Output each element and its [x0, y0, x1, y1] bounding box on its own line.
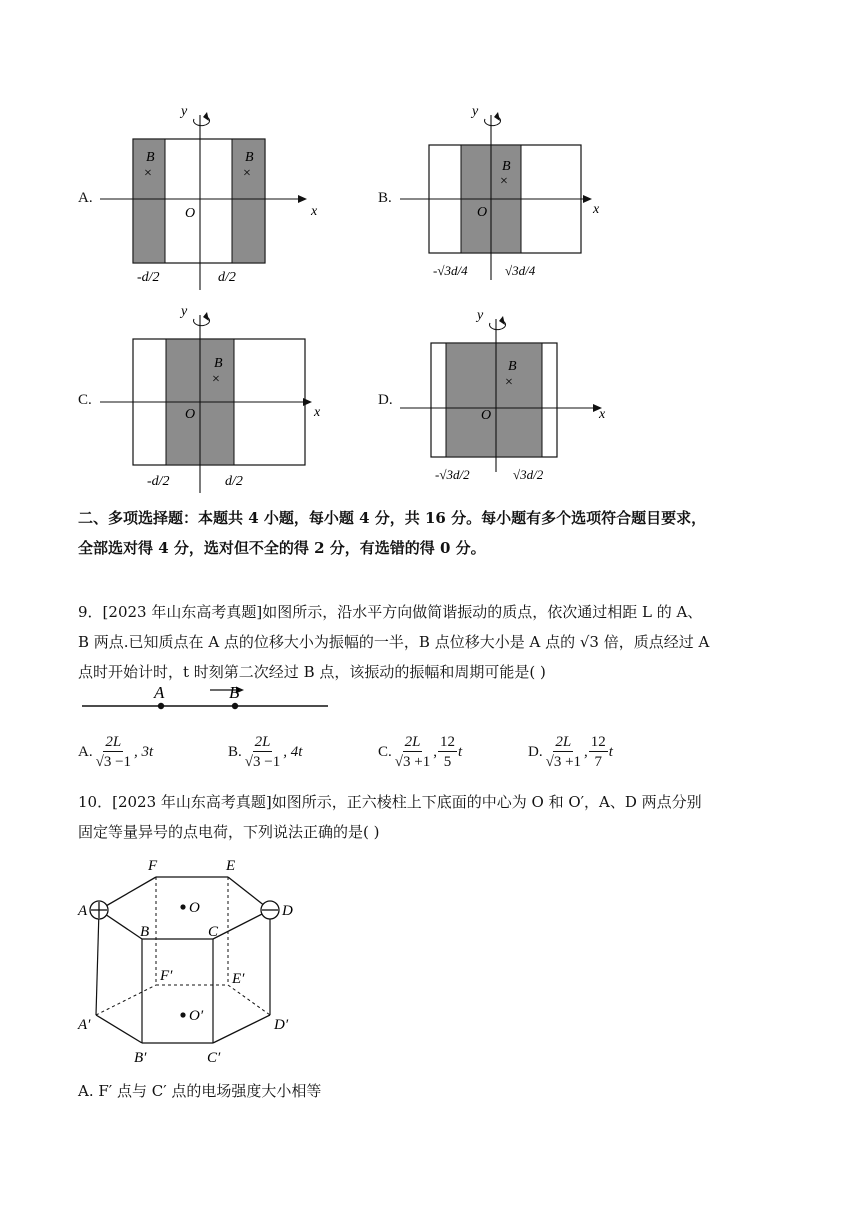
y-axis-label: y — [472, 104, 479, 119]
left-tick-label: -d/2 — [147, 474, 170, 489]
q9-choice-d[interactable]: D. $\frac{2L}{√3 +1}$ , $\frac{12}{7}$ t — [528, 734, 613, 770]
x-axis-label: x — [599, 407, 606, 422]
vertex-b-label: B — [140, 924, 150, 940]
hexagonal-prism-figure — [76, 852, 306, 1072]
origin-label: O — [185, 407, 196, 422]
choice-label: B. — [228, 744, 242, 760]
point-b-label: B — [229, 683, 240, 702]
vertex-f-prime-label: F′ — [160, 968, 173, 984]
vertex-d-prime-label: D′ — [274, 1017, 289, 1033]
point-a-label: A — [154, 683, 165, 702]
choice-label: A. — [78, 744, 93, 760]
vertex-f-label: F — [148, 858, 158, 874]
origin-label: O — [481, 408, 492, 423]
q9-line3: 点时开始计时，t 时刻第二次经过 B 点，该振动的振幅和周期可能是( ) — [78, 663, 546, 681]
q10-choice-a[interactable] — [78, 1076, 778, 1106]
y-axis-label: y — [181, 304, 188, 319]
section-heading — [78, 503, 778, 563]
fraction: $\frac{12}{5}$ — [439, 734, 455, 770]
question-9-stem — [78, 597, 778, 687]
x-axis-label: x — [314, 405, 321, 420]
choice-tail: , 3t — [134, 744, 154, 760]
q10-choice-a-text: A. F′ 点与 C′ 点的电场强度大小相等 — [78, 1082, 322, 1100]
y-axis-label: y — [181, 104, 188, 119]
vertex-e-label: E — [226, 858, 236, 874]
q9-choice-b[interactable] — [228, 733, 302, 772]
x-axis-label: x — [311, 204, 318, 219]
left-tick-label: -√3d/4 — [433, 263, 468, 278]
q9-line1: 9．[2023 年山东高考真题]如图所示，沿水平方向做简谐振动的质点，依次通过相距 L 的 A、 — [78, 603, 703, 621]
figure-option-d — [395, 297, 625, 497]
q10-line2: 固定等量异号的点电荷，下列说法正确的是( ) — [78, 823, 380, 841]
figure-option-b — [395, 95, 625, 295]
question-10-stem — [78, 787, 778, 847]
y-axis-label: y — [477, 308, 484, 323]
section-heading-line1: 二、多项选择题：本题共 4 小题，每小题 4 分，共 16 分。每小题有多个选项符合题目要求， — [78, 509, 707, 527]
cross-mark: × — [243, 166, 251, 181]
right-tick-label: d/2 — [218, 270, 236, 285]
option-c-label: C. — [78, 392, 92, 408]
choice-label: D. — [528, 744, 543, 760]
left-tick-label: -√3d/2 — [435, 467, 470, 482]
vertex-c-prime-label: C′ — [207, 1050, 221, 1066]
figure-option-a — [95, 95, 325, 295]
b-field-label: B — [146, 150, 155, 165]
fraction: $\frac{2L}{√3 -1}$ — [95, 734, 132, 770]
fraction: $\frac{2L}{√3 -1}$ — [244, 734, 281, 770]
b-field-label: B — [245, 150, 254, 165]
vertex-b-prime-label: B′ — [134, 1050, 147, 1066]
left-tick-label: -d/2 — [137, 270, 160, 285]
vertex-d-label: D — [282, 903, 293, 919]
fraction: $\frac{2L}{√3 +1}$ — [394, 734, 431, 770]
option-a-label: A. — [78, 190, 93, 206]
q9-choice-c[interactable]: C. $\frac{2L}{√3 +1}$ , $\frac{12}{5}$ t — [378, 734, 463, 770]
choice-tail: , 4t — [283, 744, 303, 760]
center-o-prime-label: O′ — [189, 1008, 204, 1024]
q10-line1: 10．[2023 年山东高考真题]如图所示，正六棱柱上下底面的中心为 O 和 O′，A、D 两点分别 — [78, 793, 702, 811]
vertex-e-prime-label: E′ — [232, 971, 245, 987]
option-d-label: D. — [378, 392, 393, 408]
cross-mark: × — [500, 174, 508, 189]
right-tick-label: √3d/2 — [513, 467, 544, 482]
option-b-label: B. — [378, 190, 392, 206]
cross-mark: × — [505, 375, 513, 390]
b-field-label: B — [502, 159, 511, 174]
vertex-a-label: A — [78, 903, 88, 919]
section-heading-line2: 全部选对得 4 分，选对但不全的得 2 分，有选错的得 0 分。 — [78, 539, 486, 557]
b-field-label: B — [214, 356, 223, 371]
cross-mark: × — [212, 372, 220, 387]
fraction: $\frac{12}{7}$ — [590, 734, 606, 770]
b-field-label: B — [508, 359, 517, 374]
q9-figure — [78, 676, 338, 720]
q9-line2: B 两点.已知质点在 A 点的位移大小为振幅的一半，B 点位移大小是 A 点的 √3 倍，质点经过 A — [78, 633, 710, 651]
choice-tail: t — [608, 744, 613, 760]
cross-mark: × — [144, 166, 152, 181]
right-tick-label: √3d/4 — [505, 263, 536, 278]
x-axis-label: x — [593, 202, 600, 217]
origin-label: O — [185, 206, 196, 221]
vertex-a-prime-label: A′ — [78, 1017, 91, 1033]
vertex-c-label: C — [208, 924, 219, 940]
choice-label: C. — [378, 744, 392, 760]
choice-tail: t — [457, 744, 463, 760]
q9-choice-a[interactable] — [78, 733, 153, 772]
origin-label: O — [477, 205, 488, 220]
center-o-label: O — [189, 900, 200, 916]
right-tick-label: d/2 — [225, 474, 243, 489]
fraction: $\frac{2L}{√3 +1}$ — [545, 734, 582, 770]
figure-option-c — [95, 297, 335, 497]
